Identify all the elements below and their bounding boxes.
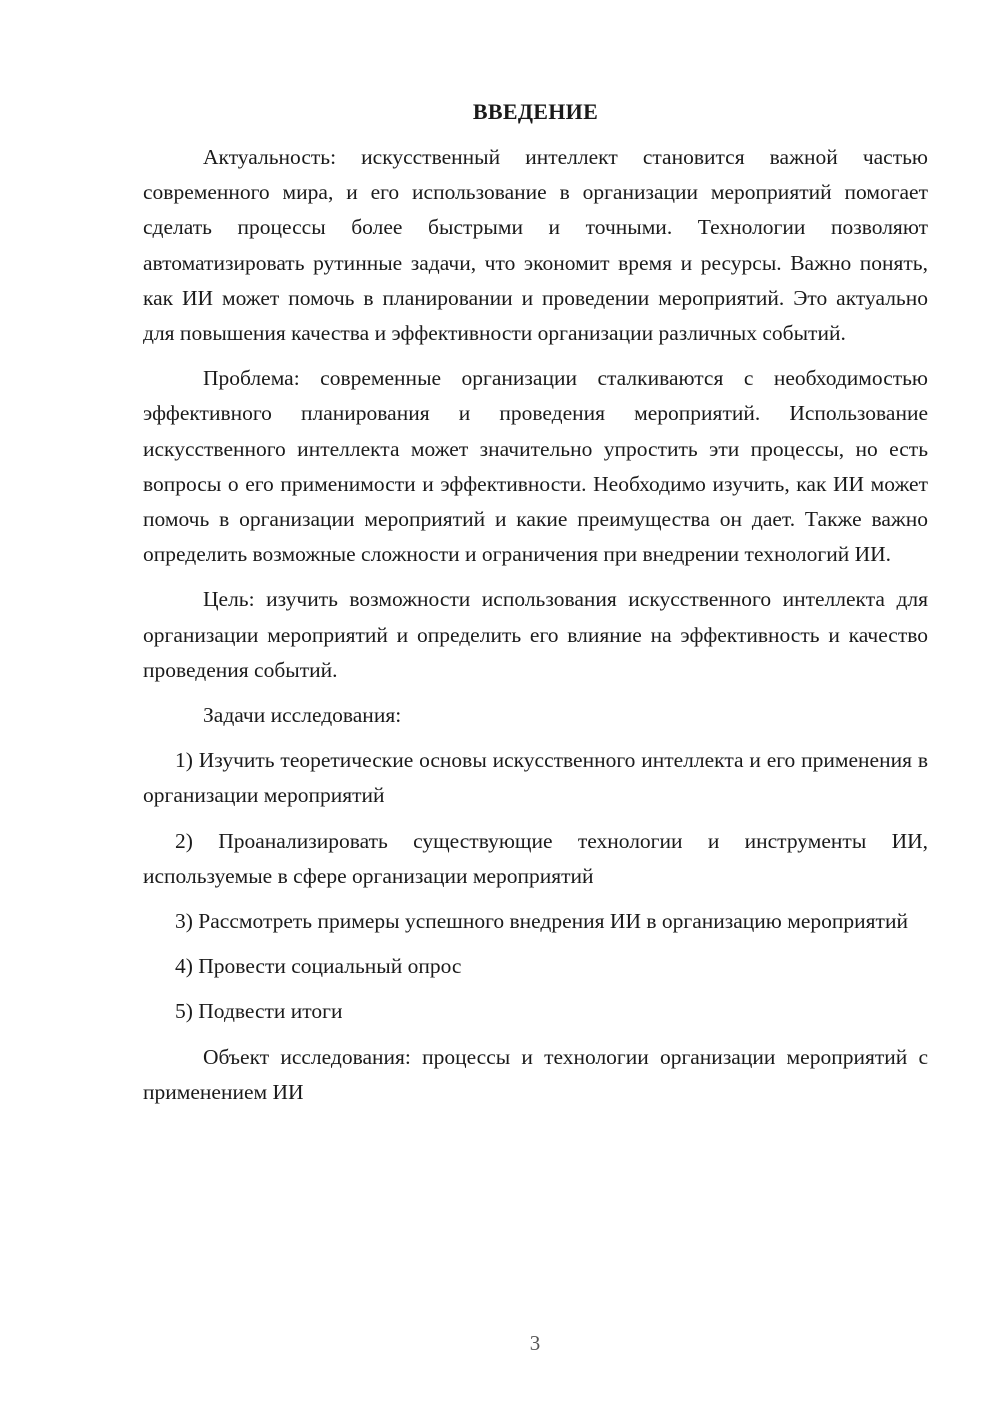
paragraph-goal: Цель: изучить возможности использования искусственного интеллекта для организации мероприятий и определить его влияние на эффективность и качество проведения событий. bbox=[143, 587, 928, 682]
task-item-5: 5) Подвести итоги bbox=[175, 999, 343, 1024]
task-item-3: 3) Рассмотреть примеры успешного внедрения ИИ в организацию мероприятий bbox=[175, 909, 908, 934]
paragraph-relevance: Актуальность: искусственный интеллект становится важной частью современного мира, и его использование в организации мероприятий помогает сделать процессы более быстрыми и точными. Технологии позволяют автоматизировать рутинные задачи, что экономит время и ресурсы. Важно понять, как ИИ может помочь в планировании и проведении мероприятий. Это актуально для повышения качества и эффективности организации различных событий. bbox=[143, 145, 928, 346]
tasks-heading: Задачи исследования: bbox=[203, 703, 402, 728]
task-item-1: 1) Изучить теоретические основы искусственного интеллекта и его применения в организации мероприятий bbox=[143, 748, 928, 808]
document-body bbox=[143, 96, 928, 1110]
paragraph-object: Объект исследования: процессы и технологии организации мероприятий с применением ИИ bbox=[143, 1044, 928, 1104]
section-title: ВВЕДЕНИЕ bbox=[472, 99, 599, 124]
page-number: 3 bbox=[529, 1331, 541, 1355]
paragraph-problem: Проблема: современные организации сталкиваются с необходимостью эффективного планирования и проведения мероприятий. Использование искусственного интеллекта может значительно упростить эти процессы, но есть вопросы о его применимости и эффективности. Необходимо изучить, как ИИ может помочь в организации мероприятий и какие преимущества он дает. Также важно определить возможные сложности и ограничения при внедрении технологий ИИ. bbox=[143, 366, 928, 567]
task-item-2: 2) Проанализировать существующие технологии и инструменты ИИ, используемые в сфере организации мероприятий bbox=[143, 828, 928, 888]
task-item-4: 4) Провести социальный опрос bbox=[175, 954, 462, 979]
